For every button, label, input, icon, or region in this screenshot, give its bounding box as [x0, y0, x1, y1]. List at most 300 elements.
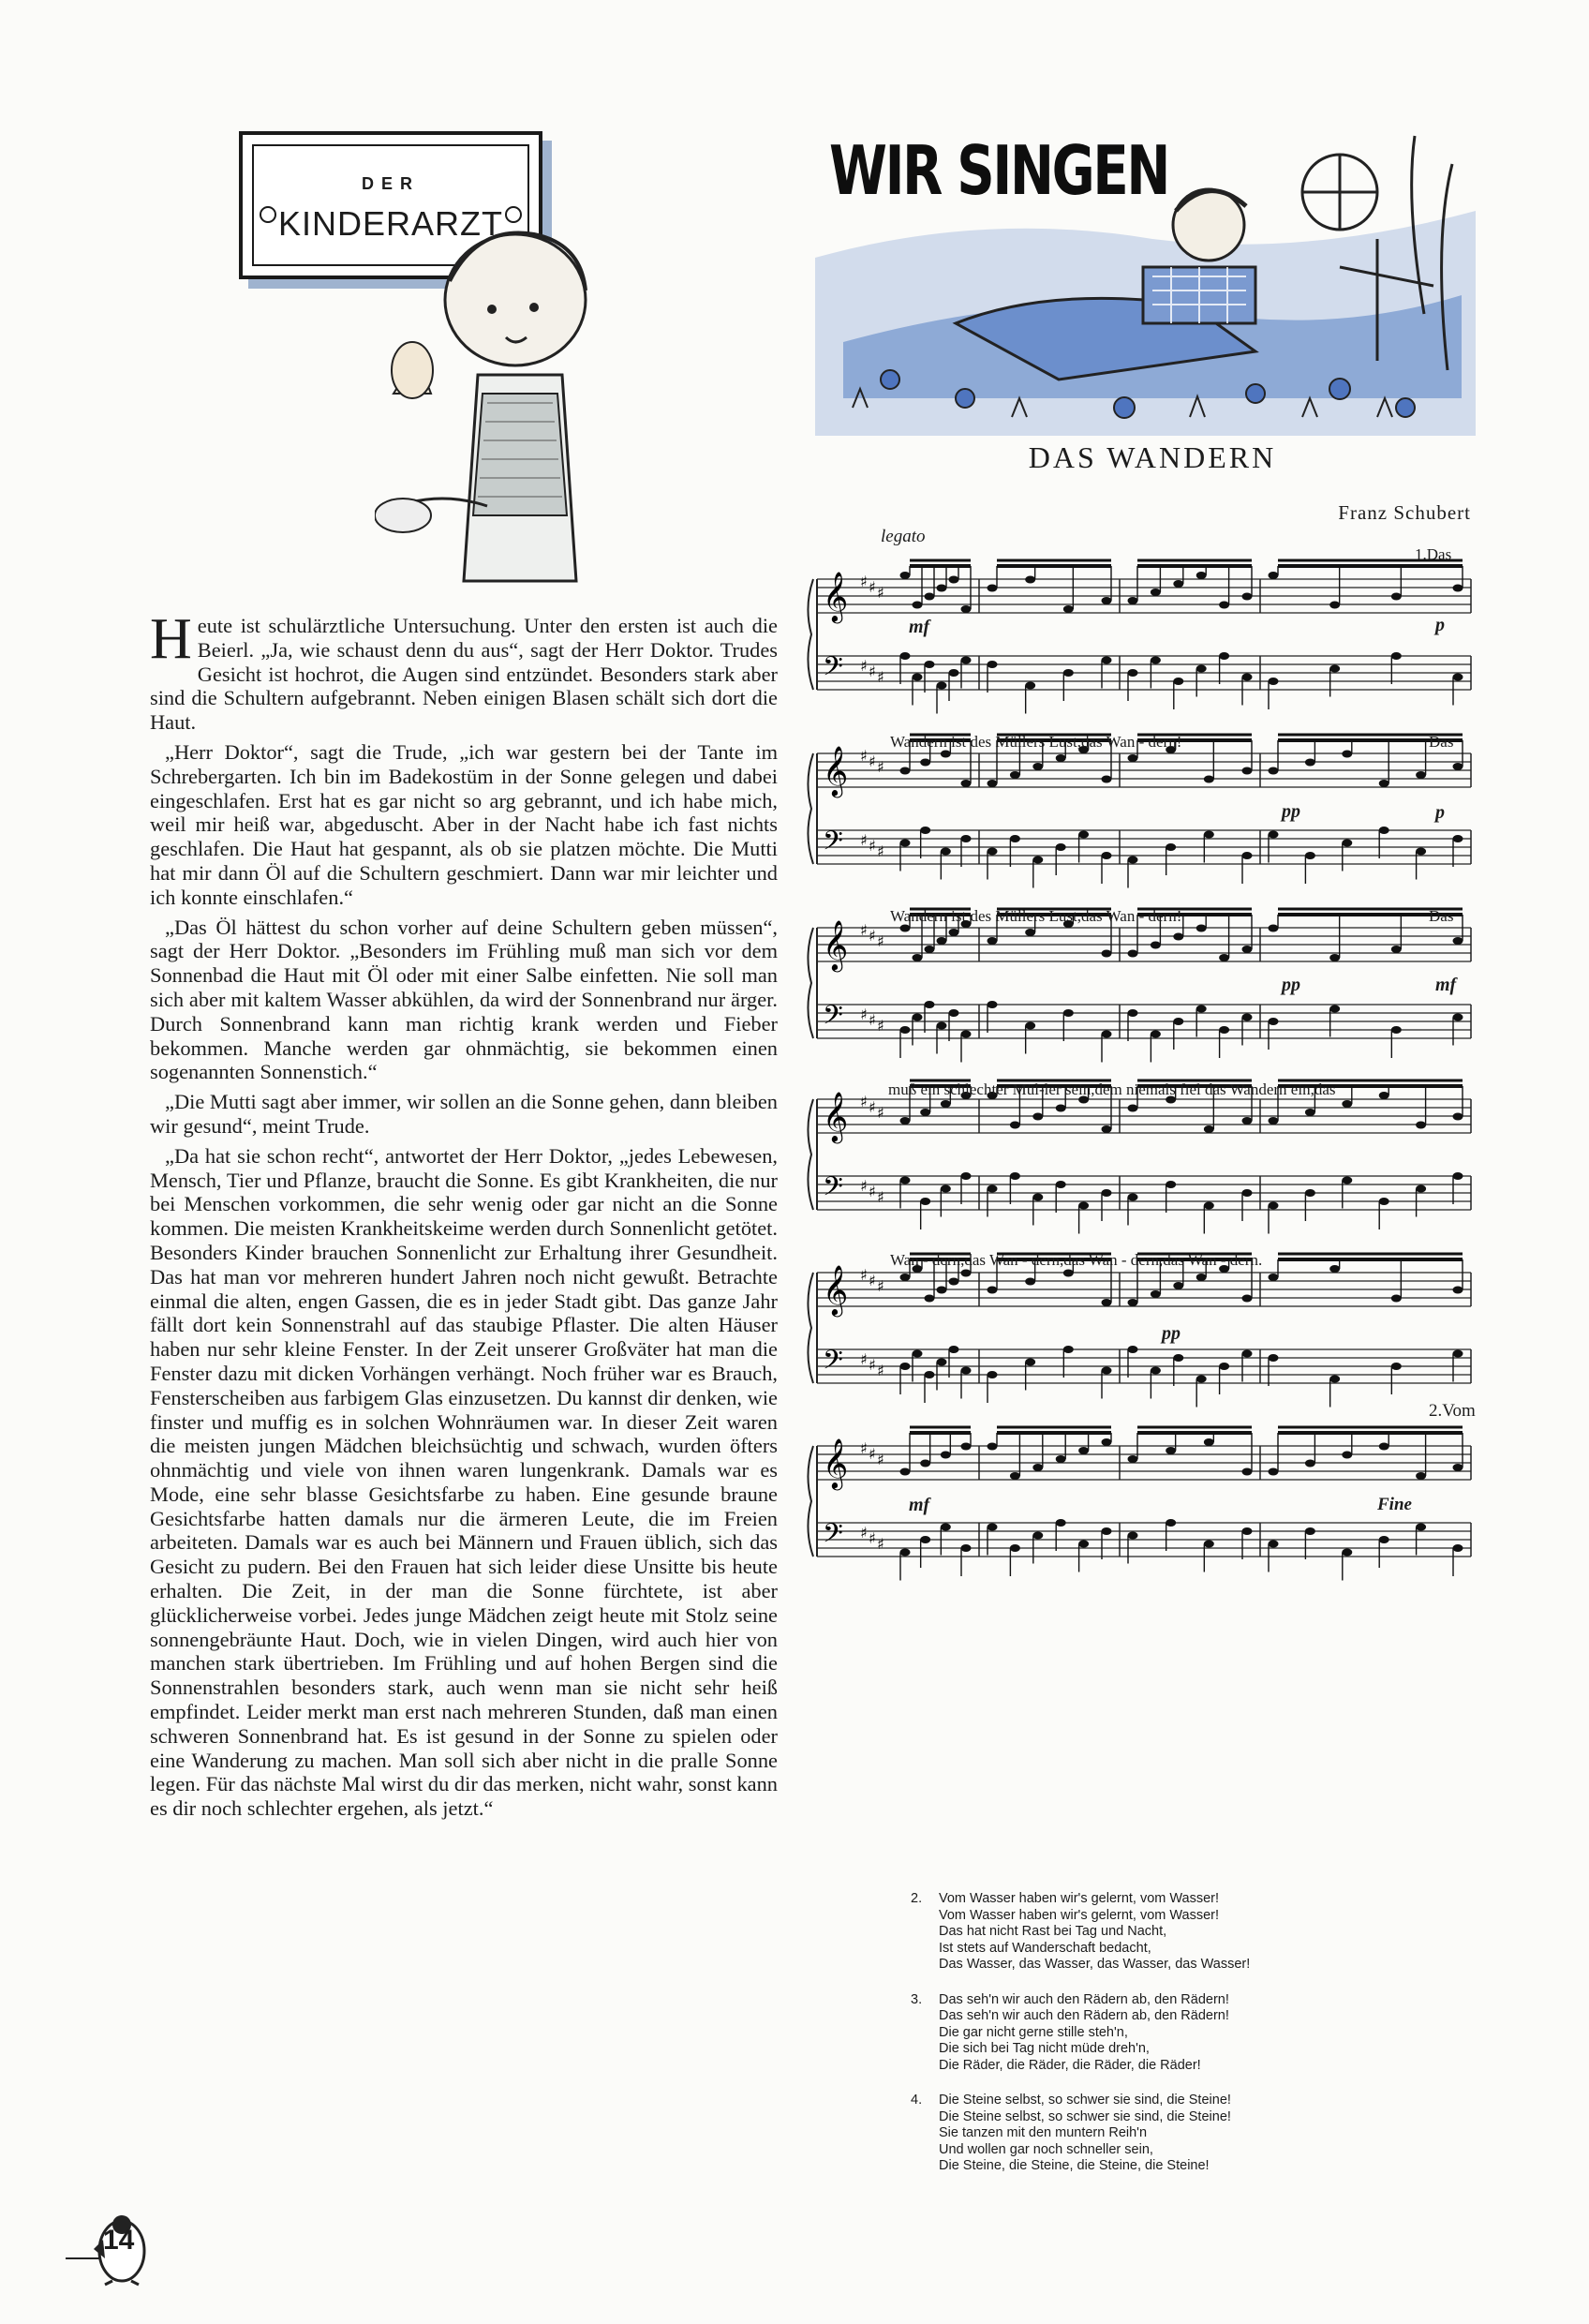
notehead	[1453, 835, 1463, 842]
notehead	[1453, 1544, 1463, 1552]
treble-clef-icon: 𝄞	[823, 745, 849, 796]
notehead	[1416, 1472, 1426, 1480]
notehead	[1269, 572, 1279, 579]
notehead	[1102, 597, 1112, 604]
notehead	[1173, 1282, 1183, 1289]
verse-line: Die Räder, die Räder, die Räder, die Räder!	[939, 2057, 1201, 2073]
notehead	[913, 602, 923, 609]
notehead	[1196, 665, 1207, 673]
notehead	[1269, 678, 1279, 685]
composer-name: Franz Schubert	[1338, 501, 1471, 524]
notehead	[1078, 1541, 1089, 1548]
tempo-marking: legato	[881, 527, 926, 546]
bass-clef-icon: 𝄢	[823, 1000, 843, 1037]
sharp-icon: ♯	[860, 1093, 868, 1110]
notehead	[1025, 576, 1035, 584]
notehead	[961, 780, 972, 787]
sharp-icon: ♯	[860, 573, 868, 590]
article-paragraph: „Da hat sie schon recht“, antwortet der Herr Doktor, „jedes Lebewesen, Mensch, Tier und Pflanze, braucht die Sonne. Es gibt Krankheiten, die nur bei Menschen vorkommen, die sehr wenig oder gar nicht an die Sonne kommen. Die meisten Krankheitskeime werden durch Sonnenlicht getötet. Besonders Kinder brauchen Sonnenlicht zur Erhaltung ihrer Gesundheit. Das hat man vor mehreren hundert Jahren noch nicht gewußt. Betrachte einmal die alten, engen Gassen, die es in jeder Stadt gibt. Das ganze Jahr fällt dort kein Sonnenstrahl auf das staubige Pflaster. Die alten Häuser haben nur sehr kleine Fenster. In der Zeit unserer Großväter hat man die Fenster dazu mit dicken Vorhängen verhängt. Noch früher war es Brauch, Fensterscheiben aus farbigem Glas einzusetzen. Du kannst dir denken, wie finster und muffig es in solchen Wohnräumen war. In dieser Zeit waren die meisten jungen Mädchen bleichsüchtig und schwach, wurden öfters ohnmächtig und viele von ihnen waren lungenkrank. Damals war es Mode, eine sehr blasse Gesichtsfarbe zu haben. Eine gesunde braune Gesichtsfarbe hatten damals nur die ärmeren Leute, die im Freien arbeiteten. Damals war es auch bei Männern und Frauen üblich, sich das Gesicht zu pudern. Bei den Frauen hat sich leider diese Unsitte bis heute erhalten. Die Zeit, in der man die Sonne fürchtete, ist aber glücklicherweise vorbei. Jedes junge Mädchen zeigt heute mit Stolz seine sonnengebräunte Haut. Doch, wie in vielen Dingen, wird auch hier von manchen stark übertrieben. Im Frühling und auf hohen Bergen sind die Sonnenstrahlen besonders stark, auch wenn man sie nicht sehr heiß empfindet. Leider merkt man erst nach mehreren Stunden, daß man einen schweren Sonnenbrand hat. Es ist gesund in der Sonne zu spielen oder eine Wanderung zu machen. Man soll sich aber nicht in die pralle Sonne legen. Für das nächste Mal wirst du dir das merken, nicht wahr, sonst kann es dir noch schlechter ergehen, als jetzt.“	[150, 1143, 778, 1821]
notehead	[1128, 1194, 1138, 1201]
sign-small-text: DER	[361, 174, 420, 193]
notehead	[1102, 1299, 1112, 1306]
notehead	[949, 1346, 959, 1353]
notehead	[1204, 776, 1214, 783]
bass-clef-icon: 𝄢	[823, 1518, 843, 1556]
verse-line: Die Steine selbst, so schwer sie sind, die Steine!	[939, 2093, 1231, 2108]
verse-line: Die gar nicht gerne stille steh'n,	[939, 2024, 1128, 2040]
notehead	[988, 780, 998, 787]
notehead	[1219, 954, 1229, 961]
notehead	[1078, 1202, 1089, 1210]
notehead	[1329, 1006, 1340, 1013]
notehead	[1453, 1113, 1463, 1121]
notehead	[937, 1359, 947, 1366]
lyric-line: Das	[1429, 907, 1454, 925]
notehead	[1453, 1172, 1463, 1180]
verse-line: Vom Wasser haben wir's gelernt, vom Wasser!	[939, 1891, 1220, 1906]
notehead	[1269, 1354, 1279, 1362]
notehead	[1204, 1438, 1214, 1446]
notehead	[900, 1468, 911, 1476]
notehead	[1102, 657, 1112, 664]
notehead	[1102, 776, 1112, 783]
notehead	[1342, 840, 1352, 847]
brace	[808, 1273, 813, 1383]
notehead	[1056, 1181, 1066, 1188]
notehead	[900, 767, 911, 775]
notehead	[941, 848, 951, 856]
notehead	[988, 1371, 998, 1378]
notehead	[920, 1109, 930, 1116]
song-title: DAS WANDERN	[1028, 440, 1277, 474]
notehead	[1269, 831, 1279, 839]
notehead	[1379, 1092, 1389, 1099]
verse-line: Das hat nicht Rast bei Tag und Nacht,	[939, 1924, 1167, 1939]
treble-clef-icon: 𝄞	[823, 919, 849, 970]
brace	[808, 1446, 813, 1557]
bass-clef-icon: 𝄢	[823, 826, 843, 863]
notehead	[1219, 652, 1229, 660]
notehead	[1269, 767, 1279, 775]
notehead	[1151, 942, 1161, 949]
treble-clef-icon: 𝄞	[823, 1264, 849, 1315]
verse-line: Die Steine selbst, so schwer sie sind, die Steine!	[939, 2108, 1231, 2124]
notehead	[1242, 1350, 1253, 1358]
verse-line: Ist stets auf Wanderschaft bedacht,	[939, 1940, 1151, 1956]
notehead	[1025, 929, 1035, 936]
notehead	[937, 585, 947, 592]
notehead	[1204, 1202, 1214, 1210]
notehead	[1010, 1472, 1020, 1480]
notehead	[1102, 1031, 1112, 1038]
notehead	[1128, 669, 1138, 677]
notehead	[941, 1452, 951, 1459]
notehead	[900, 1177, 911, 1184]
notehead	[1032, 1113, 1043, 1121]
notehead	[1032, 763, 1043, 770]
notehead	[988, 585, 998, 592]
notehead	[1416, 1122, 1426, 1129]
notehead	[1379, 827, 1389, 834]
lyric-line: 2.Vom	[1429, 1401, 1476, 1421]
notehead	[1032, 1464, 1043, 1471]
notehead	[1242, 1468, 1253, 1476]
notehead	[1305, 852, 1315, 859]
sharp-icon: ♯	[869, 663, 876, 680]
notehead	[1204, 1125, 1214, 1133]
notehead	[1032, 857, 1043, 864]
sharp-icon: ♯	[860, 1350, 868, 1368]
notehead	[1269, 1018, 1279, 1025]
notehead	[1173, 933, 1183, 941]
notehead	[1056, 1519, 1066, 1527]
notehead	[1151, 657, 1161, 664]
notehead	[1128, 1009, 1138, 1017]
verse-line: Das seh'n wir auch den Rädern ab, den Rädern!	[939, 2008, 1229, 2023]
notehead	[1173, 580, 1183, 588]
notehead	[1342, 1452, 1352, 1459]
notehead	[1242, 852, 1253, 859]
notehead	[1128, 950, 1138, 958]
notehead	[1204, 831, 1214, 839]
notehead	[1391, 1295, 1402, 1303]
notehead	[1453, 1350, 1463, 1358]
notehead	[1128, 1299, 1138, 1306]
notehead	[1242, 593, 1253, 601]
notehead	[1242, 674, 1253, 681]
notehead	[1242, 1014, 1253, 1021]
notehead	[1025, 682, 1035, 690]
verse-number: 4.	[911, 2093, 923, 2108]
notehead	[1453, 674, 1463, 681]
notehead	[913, 1350, 923, 1358]
notehead	[961, 1544, 972, 1552]
notehead	[937, 682, 947, 690]
sign-title: KINDERARZT	[277, 204, 503, 243]
notehead	[1269, 1468, 1279, 1476]
notehead	[949, 1278, 959, 1286]
dynamic-marking: Fine	[1377, 1495, 1412, 1514]
notehead	[1056, 1105, 1066, 1112]
notehead	[961, 605, 972, 613]
sharp-icon: ♯	[869, 1183, 876, 1200]
notehead	[1453, 1287, 1463, 1294]
notehead	[1032, 1532, 1043, 1540]
notehead	[1078, 831, 1089, 839]
article-paragraph: eute ist schulärztliche Untersuchung. Unter den ersten ist auch die Beierl. „Ja, wie schaust denn du aus“, sagt der Herr Doktor. Trudes Gesicht ist hochrot, die Augen sind entzündet. Besonders stark aber sind die Schultern aufgebrannt. Neben einigen Blasen schält sich dort die Haut.	[150, 614, 778, 735]
notehead	[913, 954, 923, 961]
notehead	[1379, 1536, 1389, 1543]
notehead	[1078, 1447, 1089, 1454]
sharp-icon: ♯	[869, 837, 876, 855]
verse-number: 2.	[911, 1891, 923, 1906]
notehead	[1416, 1185, 1426, 1193]
notehead	[1056, 1455, 1066, 1463]
sharp-icon: ♯	[869, 927, 876, 945]
notehead	[1063, 1270, 1074, 1277]
notehead	[1219, 602, 1229, 609]
notehead	[920, 759, 930, 767]
first-word: 1.Das	[1415, 545, 1452, 563]
notehead	[1102, 1367, 1112, 1375]
notehead	[1025, 1359, 1035, 1366]
sharp-icon: ♯	[877, 1535, 884, 1553]
notehead	[1151, 588, 1161, 596]
bass-clef-icon: 𝄢	[823, 1345, 843, 1382]
notehead	[941, 1100, 951, 1108]
sharp-icon: ♯	[877, 842, 884, 860]
sharp-icon: ♯	[860, 1439, 868, 1457]
sharp-icon: ♯	[860, 921, 868, 939]
verse-line: Das Wasser, das Wasser, das Wasser, das Wasser!	[939, 1957, 1251, 1972]
notehead	[1063, 605, 1074, 613]
sharp-icon: ♯	[869, 752, 876, 770]
notehead	[900, 572, 911, 579]
notehead	[925, 1001, 935, 1008]
sharp-icon: ♯	[877, 932, 884, 950]
notehead	[1391, 1363, 1402, 1370]
notehead	[1269, 1117, 1279, 1125]
notehead	[1128, 597, 1138, 604]
notehead	[900, 1026, 911, 1034]
notehead	[988, 1524, 998, 1531]
notehead	[988, 1185, 998, 1193]
lyric-line: Wandern ist des Müllers Lust,das Wan - dern!	[890, 907, 1182, 925]
notehead	[1173, 1018, 1183, 1025]
notehead	[1128, 1455, 1138, 1463]
sharp-icon: ♯	[877, 1362, 884, 1379]
notehead	[900, 1363, 911, 1370]
notehead	[1102, 852, 1112, 859]
notehead	[1416, 771, 1426, 779]
treble-clef-icon: 𝄞	[823, 1438, 849, 1488]
sharp-icon: ♯	[860, 1524, 868, 1542]
notehead	[1242, 1527, 1253, 1535]
notehead	[1166, 1519, 1176, 1527]
wir-singen-title: WIR SINGEN	[829, 131, 1169, 210]
notehead	[1196, 1274, 1207, 1281]
verse	[911, 1891, 1389, 1974]
notehead	[988, 848, 998, 856]
sharp-icon: ♯	[869, 578, 876, 596]
notehead	[1166, 1181, 1176, 1188]
notehead	[925, 1371, 935, 1378]
notehead	[1010, 1122, 1020, 1129]
notehead	[1063, 1346, 1074, 1353]
notehead	[1166, 1447, 1176, 1454]
dynamic-marking: p	[1435, 802, 1445, 823]
notehead	[1329, 665, 1340, 673]
notehead	[920, 1198, 930, 1205]
notehead	[920, 1536, 930, 1543]
verse	[911, 1992, 1389, 2075]
notehead	[1416, 1524, 1426, 1531]
sharp-icon: ♯	[860, 1006, 868, 1023]
notehead	[1025, 1278, 1035, 1286]
notehead	[1305, 1109, 1315, 1116]
notehead	[1056, 843, 1066, 851]
bass-clef-icon: 𝄢	[823, 1171, 843, 1209]
article-paragraph: „Herr Doktor“, sagt die Trude, „ich war gestern bei der Tante im Schrebergarten. Ich bin im Badekostüm in der Sonne gelegen und dabei eingeschlafen. Erst hat es gar nicht so arg gebrannt, und ich habe mich, weil mir heiß war, abgeduscht. Aber in der Nacht habe ich fast nichts geschlafen. Die Haut hat gespannt, als ob sie platzen möchte. Die Mutti hat mir dann Öl auf die Schultern geschmiert. Dann war mir leichter und ich konnte einschlafen.“	[150, 739, 778, 909]
notehead	[1102, 1125, 1112, 1133]
sharp-icon: ♯	[860, 657, 868, 675]
bass-clef-icon: 𝄢	[823, 651, 843, 689]
sharp-icon: ♯	[877, 758, 884, 776]
verse	[911, 2093, 1389, 2175]
notehead	[1305, 1189, 1315, 1197]
brace	[808, 1099, 813, 1210]
notehead	[1173, 1354, 1183, 1362]
notehead	[1379, 1443, 1389, 1451]
notehead	[1196, 1006, 1207, 1013]
notehead	[925, 946, 935, 953]
brace	[808, 928, 813, 1038]
notehead	[1379, 780, 1389, 787]
notehead	[1305, 1527, 1315, 1535]
drop-cap: H	[150, 607, 192, 671]
notehead	[1453, 937, 1463, 945]
notehead	[949, 1009, 959, 1017]
sharp-icon: ♯	[869, 1011, 876, 1029]
notehead	[1416, 848, 1426, 856]
notehead	[1391, 1026, 1402, 1034]
notehead	[1453, 1014, 1463, 1021]
verse-line: Und wollen gar noch schneller sein,	[939, 2141, 1153, 2157]
notehead	[1219, 1026, 1229, 1034]
notehead	[1010, 1544, 1020, 1552]
notehead	[1151, 1031, 1161, 1038]
dynamic-marking: mf	[909, 617, 930, 637]
notehead	[1128, 1105, 1138, 1112]
sharp-icon: ♯	[877, 1451, 884, 1468]
notehead	[1242, 767, 1253, 775]
notehead	[1063, 1009, 1074, 1017]
sharp-icon: ♯	[877, 1188, 884, 1206]
treble-clef-icon: 𝄞	[823, 571, 849, 621]
sheet-music	[806, 525, 1480, 1884]
lyric-line: Das	[1429, 733, 1454, 751]
notehead	[1102, 1438, 1112, 1446]
notehead	[913, 1014, 923, 1021]
notehead	[1128, 1346, 1138, 1353]
verse-line: Die Steine, die Steine, die Steine, die Steine!	[939, 2158, 1210, 2173]
sharp-icon: ♯	[877, 1277, 884, 1295]
notehead	[1242, 946, 1253, 953]
notehead	[1305, 1460, 1315, 1467]
notehead	[961, 1031, 972, 1038]
sheet-music-staves	[806, 525, 1480, 1884]
notehead	[1329, 602, 1340, 609]
notehead	[1151, 1367, 1161, 1375]
sharp-icon: ♯	[877, 584, 884, 602]
article-paragraph: „Das Öl hättest du schon vorher auf deine Schultern geben müssen“, sagt der Herr Doktor. „Besonders im Frühling muß man sich vor dem Sonnenbad die Haut mit Öl oder mit einer Salbe einfetten. Nie soll man sich aber mit kaltem Wasser abkühlen, da wird der Sonnenbrand nur ärger. Durch Sonnenbrand kann man richtig krank werden und Fieber bekommen. Manche werden gar ohnmächtig, sie bekommen einen sogenannten Sonnenstich.“	[150, 915, 778, 1084]
dynamic-marking: p	[1435, 615, 1445, 635]
sharp-icon: ♯	[877, 668, 884, 686]
dynamic-marking: mf	[1435, 975, 1457, 995]
article-body	[150, 607, 778, 1826]
notehead	[1391, 593, 1402, 601]
notehead	[949, 929, 959, 936]
notehead	[1342, 1100, 1352, 1108]
sharp-icon: ♯	[860, 747, 868, 765]
notehead	[941, 1524, 951, 1531]
notehead	[961, 835, 972, 842]
notehead	[900, 1117, 911, 1125]
notehead	[1010, 1172, 1020, 1180]
notehead	[1102, 1527, 1112, 1535]
notehead	[1453, 1464, 1463, 1471]
notehead	[1166, 843, 1176, 851]
notehead	[1269, 1274, 1279, 1281]
notehead	[913, 674, 923, 681]
notehead	[1242, 1295, 1253, 1303]
notehead	[1342, 1177, 1352, 1184]
dynamic-marking: mf	[909, 1495, 930, 1515]
notehead	[920, 827, 930, 834]
notehead	[941, 1185, 951, 1193]
verse-line: Vom Wasser haben wir's gelernt, vom Wasser!	[939, 1907, 1220, 1923]
notehead	[1379, 1198, 1389, 1205]
verse-line: Die sich bei Tag nicht müde dreh'n,	[939, 2041, 1150, 2056]
brace	[808, 579, 813, 690]
verse-line: Das seh'n wir auch den Rädern ab, den Rädern!	[939, 1991, 1229, 2007]
notehead	[1391, 652, 1402, 660]
notehead	[1032, 1194, 1043, 1201]
notehead	[1196, 572, 1207, 579]
notehead	[961, 1172, 972, 1180]
notehead	[1128, 857, 1138, 864]
notehead	[1173, 678, 1183, 685]
notehead	[1204, 1541, 1214, 1548]
notehead	[937, 937, 947, 945]
notehead	[1242, 1189, 1253, 1197]
notehead	[937, 1022, 947, 1030]
dynamic-marking: pp	[1282, 801, 1300, 822]
sharp-icon: ♯	[869, 1356, 876, 1374]
notehead	[925, 1295, 935, 1303]
notehead	[1269, 1202, 1279, 1210]
verse-line: Sie tanzen mit den muntern Reih'n	[939, 2125, 1148, 2140]
notehead	[961, 657, 972, 664]
notehead	[988, 937, 998, 945]
notehead	[1102, 950, 1112, 958]
notehead	[1342, 1549, 1352, 1557]
verses	[911, 1891, 1389, 2194]
notehead	[949, 669, 959, 677]
notehead	[1196, 1376, 1207, 1383]
notehead	[949, 576, 959, 584]
sharp-icon: ♯	[869, 1272, 876, 1289]
dynamic-marking: pp	[1162, 1323, 1181, 1344]
notehead	[1063, 669, 1074, 677]
notehead	[961, 1443, 972, 1451]
lyric-line: Wandern ist des Müllers Lust,das Wan - dern!	[890, 733, 1182, 751]
sharp-icon: ♯	[869, 1098, 876, 1116]
notehead	[1056, 754, 1066, 762]
notehead	[988, 1001, 998, 1008]
verse-number: 3.	[911, 1991, 923, 2007]
sharp-icon: ♯	[860, 831, 868, 849]
notehead	[1102, 1189, 1112, 1197]
notehead	[988, 1287, 998, 1294]
sharp-icon: ♯	[869, 1445, 876, 1463]
notehead	[1453, 585, 1463, 592]
sharp-icon: ♯	[860, 1266, 868, 1284]
brace	[808, 753, 813, 864]
page-number: 14	[103, 2225, 135, 2256]
notehead	[925, 593, 935, 601]
notehead	[988, 1443, 998, 1451]
